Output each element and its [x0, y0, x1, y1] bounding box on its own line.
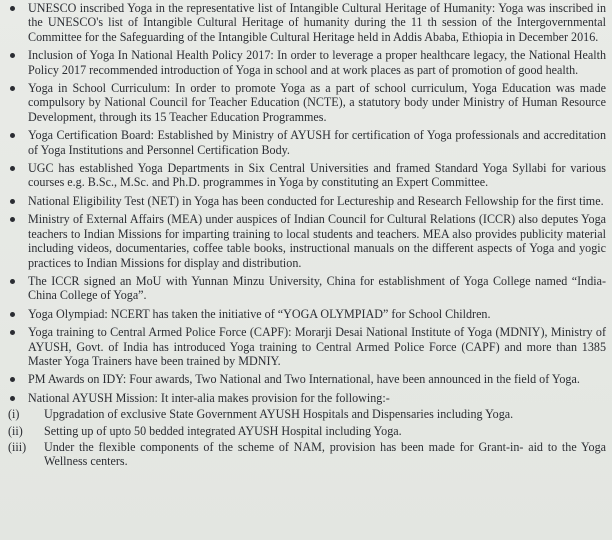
sub-item-text: Upgradation of exclusive State Government AYUSH Hospitals and Dispensaries including Yoga.: [44, 407, 514, 422]
item-text: Yoga training to Central Armed Police Force (CAPF): Morarji Desai National Institute of Yoga (MDNIY), Ministry of AYUSH, Govt. of India has introduced Yoga training to Central Armed Police Force (CAPF) and more than 1385 Master Yoga Trainers have been trained by MDNIY.: [28, 325, 606, 368]
sub-item-number: (i): [8, 407, 20, 422]
bullet-icon: [10, 279, 15, 284]
item-text: UGC has established Yoga Departments in Six Central Universities and framed Standard Yoga Syllabi for various courses e.g. B.Sc., M.Sc. and Ph.D. programmes in Yoga by constituting an Expert Committee.: [28, 161, 606, 190]
item-text: National AYUSH Mission: It inter-alia makes provision for the following:-: [28, 390, 390, 405]
sub-item-text: Under the flexible components of the scheme of NAM, provision has been made for Grant-in- aid to the Yoga Wellness centers.: [44, 439, 606, 469]
list-item: [8, 325, 606, 368]
list-item: [8, 48, 606, 77]
list-item: [8, 1, 606, 44]
item-text: PM Awards on IDY: Four awards, Two National and Two International, have been announced in the field of Yoga.: [28, 372, 580, 387]
item-text: Yoga Olympiad: NCERT has taken the initiative of “YOGA OLYMPIAD” for School Children.: [28, 306, 491, 321]
list-item: [8, 391, 606, 469]
list-item: [8, 307, 606, 321]
bullet-list: [8, 1, 606, 469]
item-text: Yoga Certification Board: Established by Ministry of AYUSH for certification of Yoga professionals and accreditation of Yoga Institutions and Personnel Certification Body.: [28, 128, 606, 157]
bullet-icon: [10, 53, 15, 58]
bullet-icon: [10, 133, 15, 138]
bullet-icon: [10, 330, 15, 335]
bullet-icon: [10, 6, 15, 11]
bullet-icon: [10, 312, 15, 317]
item-text: Ministry of External Affairs (MEA) under auspices of Indian Council for Cultural Relations (ICCR) also deputes Yoga teachers to Indian Missions for imparting training to local students and teachers. MEA also provides publicity material including videos, documentaries, coffee table books, instructional manuals on the different aspects of Yoga and yogic practices to Indian Missions for display and distribution.: [28, 212, 606, 270]
sub-list-item: [8, 407, 606, 421]
bullet-icon: [10, 217, 15, 222]
sub-list: [8, 407, 606, 469]
sub-item-text: Setting up of upto 50 bedded integrated AYUSH Hospital including Yoga.: [44, 423, 402, 438]
sub-item-number: (ii): [8, 423, 23, 438]
list-item: [8, 81, 606, 124]
bullet-icon: [10, 199, 15, 204]
item-text: National Eligibility Test (NET) in Yoga has been conducted for Lectureship and Research Fellowship for the first time.: [28, 193, 604, 208]
list-item: [8, 128, 606, 157]
item-text: Yoga in School Curriculum: In order to promote Yoga as a part of school curriculum, Yoga Education was made compulsory by National Council for Teacher Education (NCTE), a statutory body under Ministry of Human Resource Development, through its 15 Teacher Education Programmes.: [28, 81, 606, 124]
sub-list-item: [8, 440, 606, 469]
item-text: UNESCO inscribed Yoga in the representative list of Intangible Cultural Heritage of Humanity: Yoga was inscribed in the UNESCO's list of Intangible Cultural Heritage of humanity during the 11 th session of the Intergovernmental Committee for the Safeguarding of the Intangible Cultural Heritage held in Addis Ababa, Ethiopia in December 2016.: [28, 1, 606, 44]
item-text: The ICCR signed an MoU with Yunnan Minzu University, China for establishment of Yoga College named “India-China College of Yoga”.: [28, 273, 606, 303]
list-item: [8, 194, 606, 208]
list-item: [8, 274, 606, 303]
bullet-icon: [10, 86, 15, 91]
sub-list-item: [8, 424, 606, 438]
list-item: [8, 161, 606, 190]
bullet-icon: [10, 377, 15, 382]
list-item: [8, 212, 606, 270]
bullet-icon: [10, 396, 15, 401]
list-item: [8, 372, 606, 386]
sub-item-number: (iii): [8, 439, 27, 454]
bullet-icon: [10, 166, 15, 171]
item-text: Inclusion of Yoga In National Health Policy 2017: In order to leverage a proper healthcare legacy, the National Health Policy 2017 recommended introduction of Yoga in school and at work places as part of promotion of good health.: [28, 48, 606, 77]
